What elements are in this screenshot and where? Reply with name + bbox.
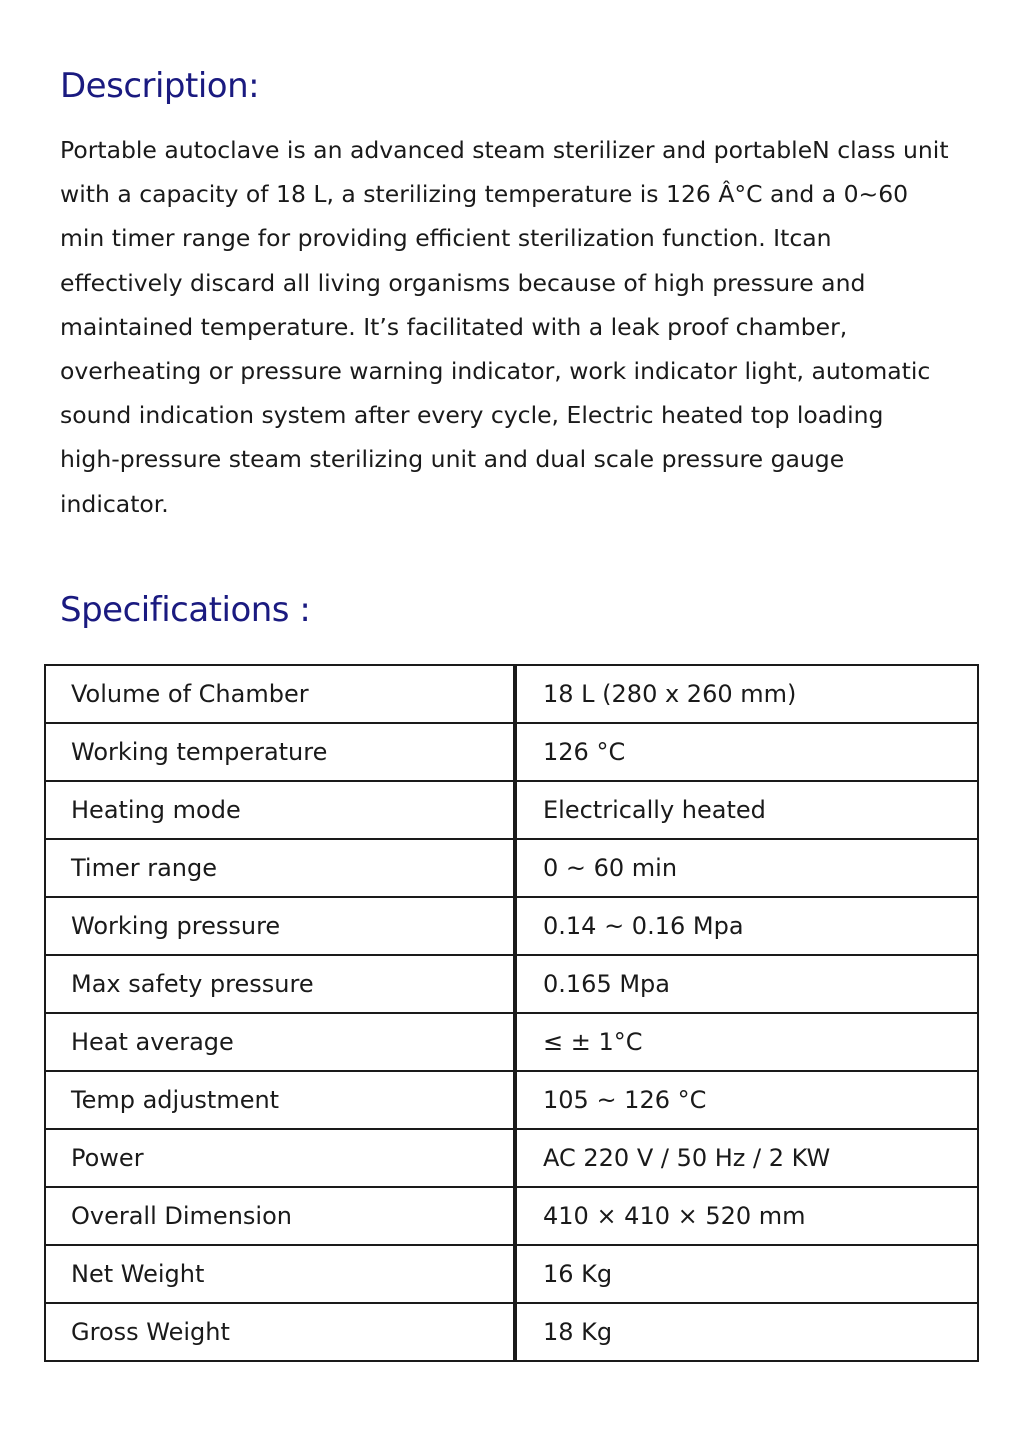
description-line: Portable autoclave is an advanced steam sterilizer and portableN class unit [60,136,949,164]
table-row [45,781,978,839]
spec-label: Max safety pressure [45,955,515,1013]
description-line: min timer range for providing efficient sterilization function. Itcan [60,224,832,253]
table-row [45,955,978,1013]
description-line: high-pressure steam sterilizing unit and dual scale pressure gauge [60,445,845,474]
description-line: effectively discard all living organisms because of high pressure and [60,268,866,297]
spec-value: Electrically heated [515,781,978,839]
spec-label: Net Weight [45,1245,515,1303]
spec-label: Working pressure [45,897,515,955]
spec-value: 0.14 ~ 0.16 Mpa [515,897,978,955]
table-row [45,1187,978,1245]
spec-label: Temp adjustment [45,1071,515,1129]
spec-value: 0 ~ 60 min [515,839,978,897]
table-row [45,1071,978,1129]
table-row [45,897,978,955]
description-line: indicator. [60,489,169,518]
spec-label: Timer range [45,839,515,897]
table-row [45,1129,978,1187]
table-row [45,1013,978,1071]
spec-value: AC 220 V / 50 Hz / 2 KW [515,1129,978,1187]
spec-label: Working temperature [45,723,515,781]
spec-value: 18 Kg [515,1303,978,1361]
description-line: overheating or pressure warning indicator, work indicator light, automatic [60,357,931,386]
description-text [60,128,975,526]
spec-value: 126 °C [515,723,978,781]
spec-value: 105 ~ 126 °C [515,1071,978,1129]
spec-label: Heat average [45,1013,515,1071]
spec-value: 16 Kg [515,1245,978,1303]
table-row [45,1303,978,1361]
spec-value: 18 L (280 x 260 mm) [515,665,978,723]
description-line: maintained temperature. It’s facilitated with a leak proof chamber, [60,312,848,341]
spec-value: 0.165 Mpa [515,955,978,1013]
spec-value: ≤ ± 1°C [515,1013,978,1071]
table-row [45,665,978,723]
table-row [45,1245,978,1303]
spec-label: Heating mode [45,781,515,839]
table-row [45,839,978,897]
specifications-table [44,664,979,1362]
table-row [45,723,978,781]
spec-label: Gross Weight [45,1303,515,1361]
spec-label: Overall Dimension [45,1187,515,1245]
spec-value: 410 × 410 × 520 mm [515,1187,978,1245]
spec-label: Volume of Chamber [45,665,515,723]
description-line: with a capacity of 18 L, a sterilizing temperature is 126 Â°C and a 0~60 [60,180,909,209]
description-line: sound indication system after every cycle, Electric heated top loading [60,401,884,430]
specifications-heading: Specifications : [60,590,311,630]
spec-label: Power [45,1129,515,1187]
description-heading: Description: [60,66,260,106]
